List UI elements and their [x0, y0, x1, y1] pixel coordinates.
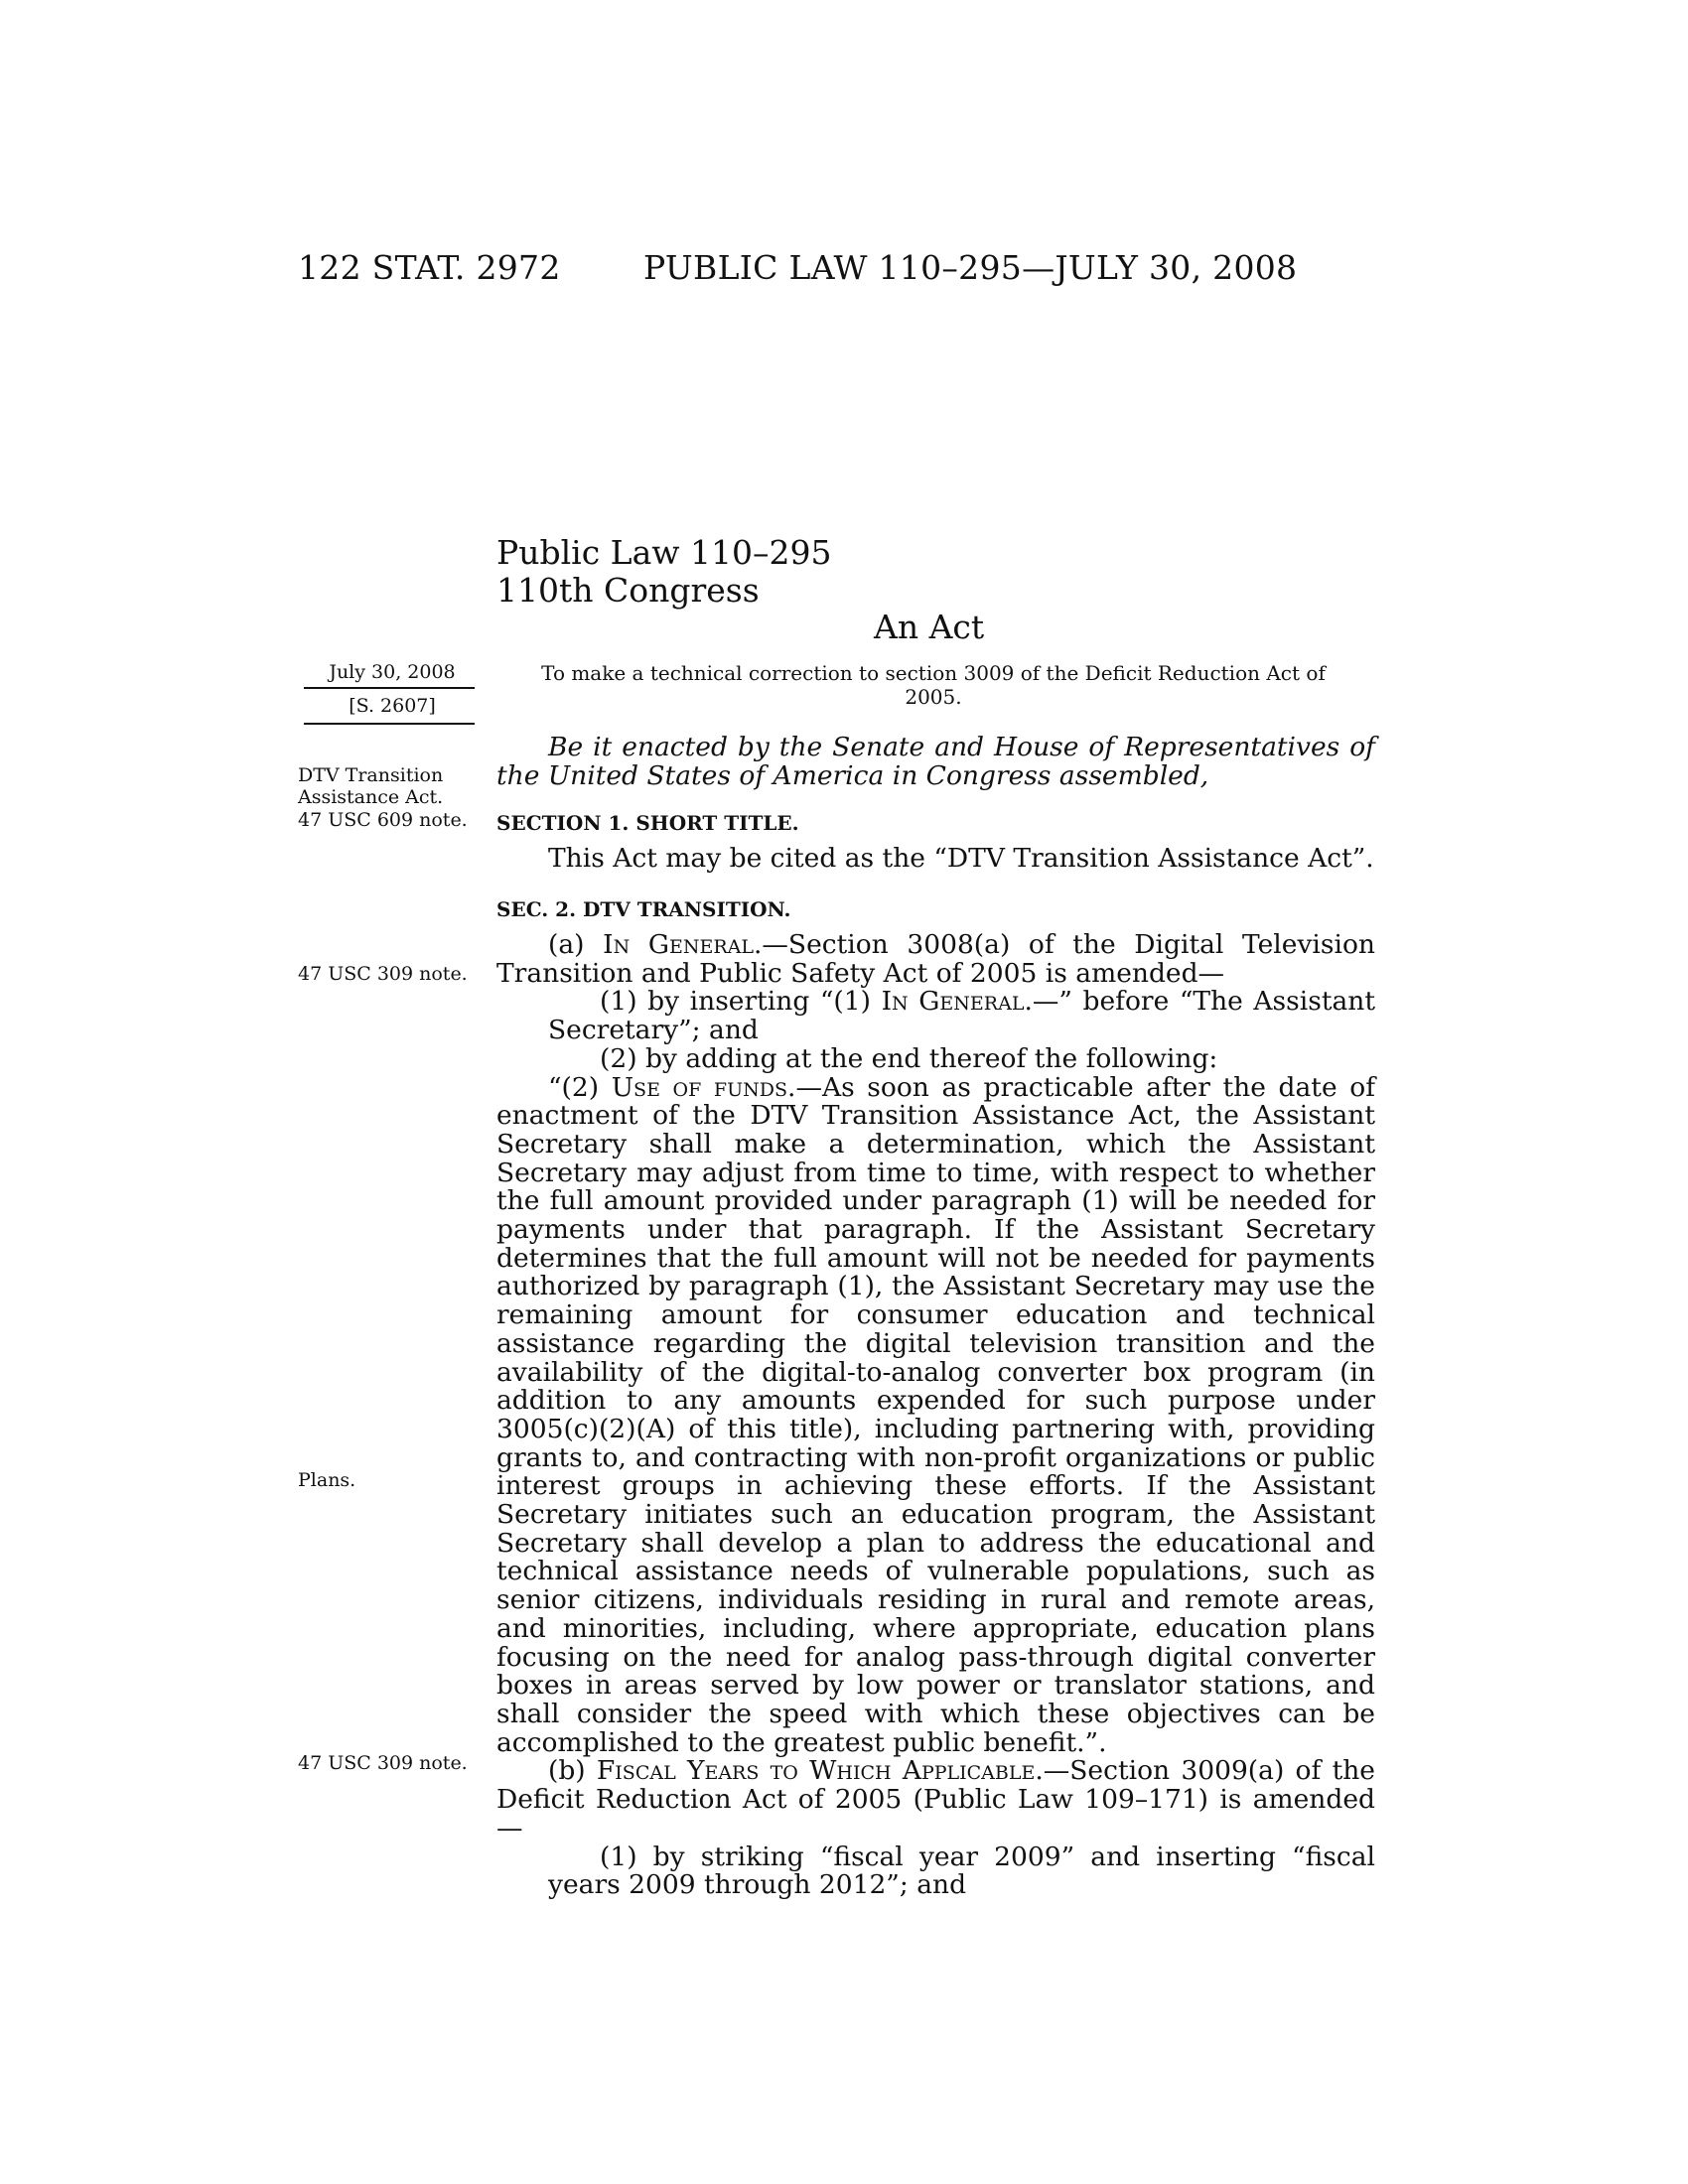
- subsection-b: [496, 1757, 1375, 1843]
- subsection-b-heading: Fiscal Years to Which Applicable: [596, 1755, 1036, 1787]
- enacting-clause-text: Be it enacted by the Senate and House of Representatives of the United States of America in Congress assembled,: [496, 732, 1375, 791]
- margin-plans-note: Plans.: [298, 1469, 356, 1491]
- section-2-heading: SEC. 2. DTV TRANSITION.: [496, 897, 791, 921]
- act-heading: An Act: [874, 608, 985, 646]
- margin-date: July 30, 2008: [329, 661, 456, 683]
- subsection-a-heading: In General: [603, 929, 754, 960]
- margin-rule-top: [304, 687, 475, 689]
- paragraph-a1: [496, 988, 1375, 1044]
- margin-bill-number: [S. 2607]: [349, 695, 436, 717]
- congress-number: 110th Congress: [496, 571, 760, 610]
- paragraph-a1-post: .—” before “The Assistant Secretary”; and: [548, 986, 1376, 1046]
- use-of-funds-heading: Use of funds: [611, 1071, 788, 1103]
- section-1-text: This Act may be cited as the “DTV Transition Assistance Act”.: [548, 843, 1374, 874]
- margin-usc-note-1: 47 USC 609 note.: [298, 809, 468, 831]
- section-1-heading: SECTION 1. SHORT TITLE.: [496, 811, 799, 835]
- use-of-funds-paragraph: [496, 1071, 1376, 1758]
- use-of-funds-text: .—As soon as practicable after the date of enactment of the DTV Transition Assistance Act, the Assistant Secretary shall make a determination, which the Assistant Secretary may adjust from time to time, with respect to whether the full amount provided under paragraph (1) will be needed for payments under that paragraph. If the Assistant Secretary determines that the full amount will not be needed for payments authorized by paragraph (1), the Assistant Secretary may use the remaining amount for consumer education and technical assistance regarding the digital television transition and the availability of the digital-to-analog converter box program (in addition to any amounts expended for such purpose under 3005(c)(2)(A) of this title), including partnering with, providing grants to, and contracting with non-profit organizations or public interest groups in achieving these efforts. If the Assistant Secretary initiates such an education program, the Assistant Secretary shall develop a plan to address the educational and technical assistance needs of vulnerable populations, such as senior citizens, individuals residing in rural and remote areas, and minorities, including, where appropriate, education plans focusing on the need for analog pass-through digital converter boxes in areas served by low power or translator stations, and shall consider the speed with which these objectives can be accomplished to the greatest public benefit.”.: [496, 1071, 1376, 1758]
- enacting-clause: [496, 734, 1375, 790]
- stat-page-number: 122 STAT. 2972: [298, 248, 561, 287]
- running-title: PUBLIC LAW 110–295—JULY 30, 2008: [643, 248, 1298, 287]
- margin-usc-note-3: 47 USC 309 note.: [298, 1752, 468, 1774]
- subsection-b-label: (b): [548, 1755, 597, 1787]
- margin-rule-bottom: [304, 723, 475, 725]
- section-2-body: [496, 931, 1375, 1900]
- paragraph-a1-pre: (1) by inserting “(1): [600, 986, 882, 1018]
- margin-short-title-note: DTV Transition Assistance Act.: [298, 764, 444, 808]
- subsection-a-text: .—Section 3008(a) of the Digital Television Transition and Public Safety Act of 2005 is amended—: [496, 929, 1376, 989]
- act-purpose: To make a technical correction to section 3009 of the Deficit Reduction Act of 2005.: [541, 661, 1326, 709]
- subsection-b-text: .—Section 3009(a) of the Deficit Reduction Act of 2005 (Public Law 109–171) is amended—: [496, 1755, 1375, 1843]
- public-law-number: Public Law 110–295: [496, 533, 832, 572]
- paragraph-a1-heading: In General: [881, 986, 1025, 1018]
- subsection-a: [496, 931, 1375, 988]
- margin-usc-note-2: 47 USC 309 note.: [298, 963, 468, 985]
- paragraph-b1: (1) by striking “fiscal year 2009” and inserting “fiscal years 2009 through 2012”; and: [548, 1841, 1375, 1901]
- use-of-funds-label: “(2): [548, 1071, 612, 1103]
- paragraph-a2: (2) by adding at the end thereof the following:: [600, 1042, 1218, 1074]
- subsection-a-label: (a): [548, 929, 604, 960]
- section-1-body: [496, 845, 1375, 874]
